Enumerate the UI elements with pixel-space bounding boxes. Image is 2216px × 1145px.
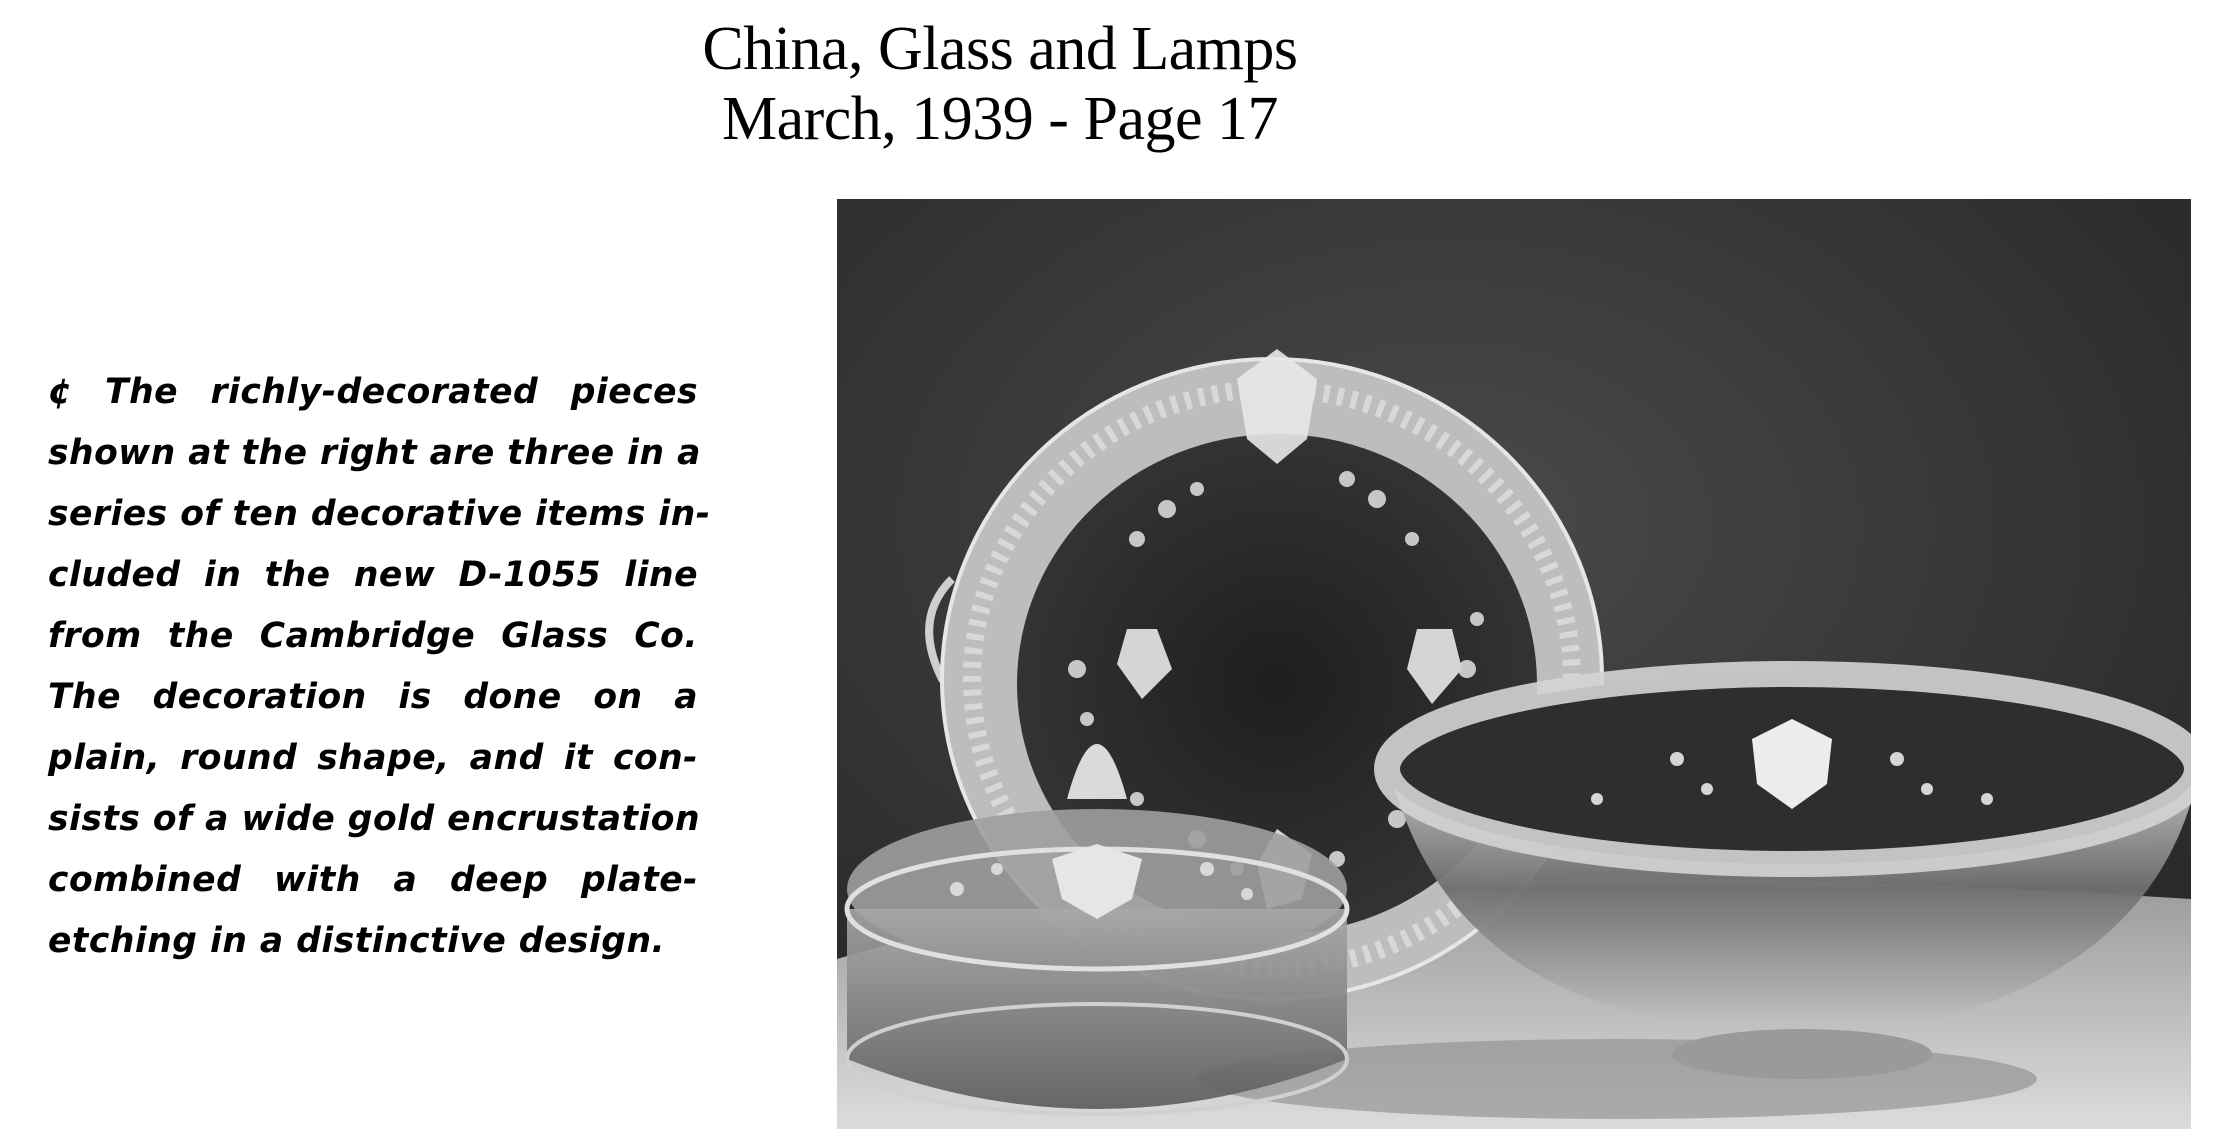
caption-line: from the Cambridge Glass Co. bbox=[48, 616, 698, 656]
page-header bbox=[400, 14, 1600, 154]
caption-line: etching in a distinctive design. bbox=[48, 921, 666, 961]
caption-line: cluded in the new D-1055 line bbox=[48, 555, 698, 595]
caption-line: sists of a wide gold encrustation bbox=[48, 799, 701, 839]
glassware-photograph bbox=[837, 199, 2191, 1129]
caption-line: ¢ The richly-decorated pieces bbox=[48, 372, 698, 412]
caption-line: The decoration is done on a bbox=[48, 677, 698, 717]
box-base bbox=[847, 909, 1347, 1109]
caption-line: series of ten decorative items in- bbox=[48, 494, 711, 534]
article-caption bbox=[48, 362, 711, 972]
publication-title: China, Glass and Lamps bbox=[702, 15, 1298, 83]
caption-line: plain, round shape, and it con- bbox=[48, 738, 698, 778]
issue-date-page: March, 1939 - Page 17 bbox=[722, 85, 1278, 153]
caption-line: shown at the right are three in a bbox=[48, 433, 701, 473]
caption-line: combined with a deep plate- bbox=[48, 860, 698, 900]
